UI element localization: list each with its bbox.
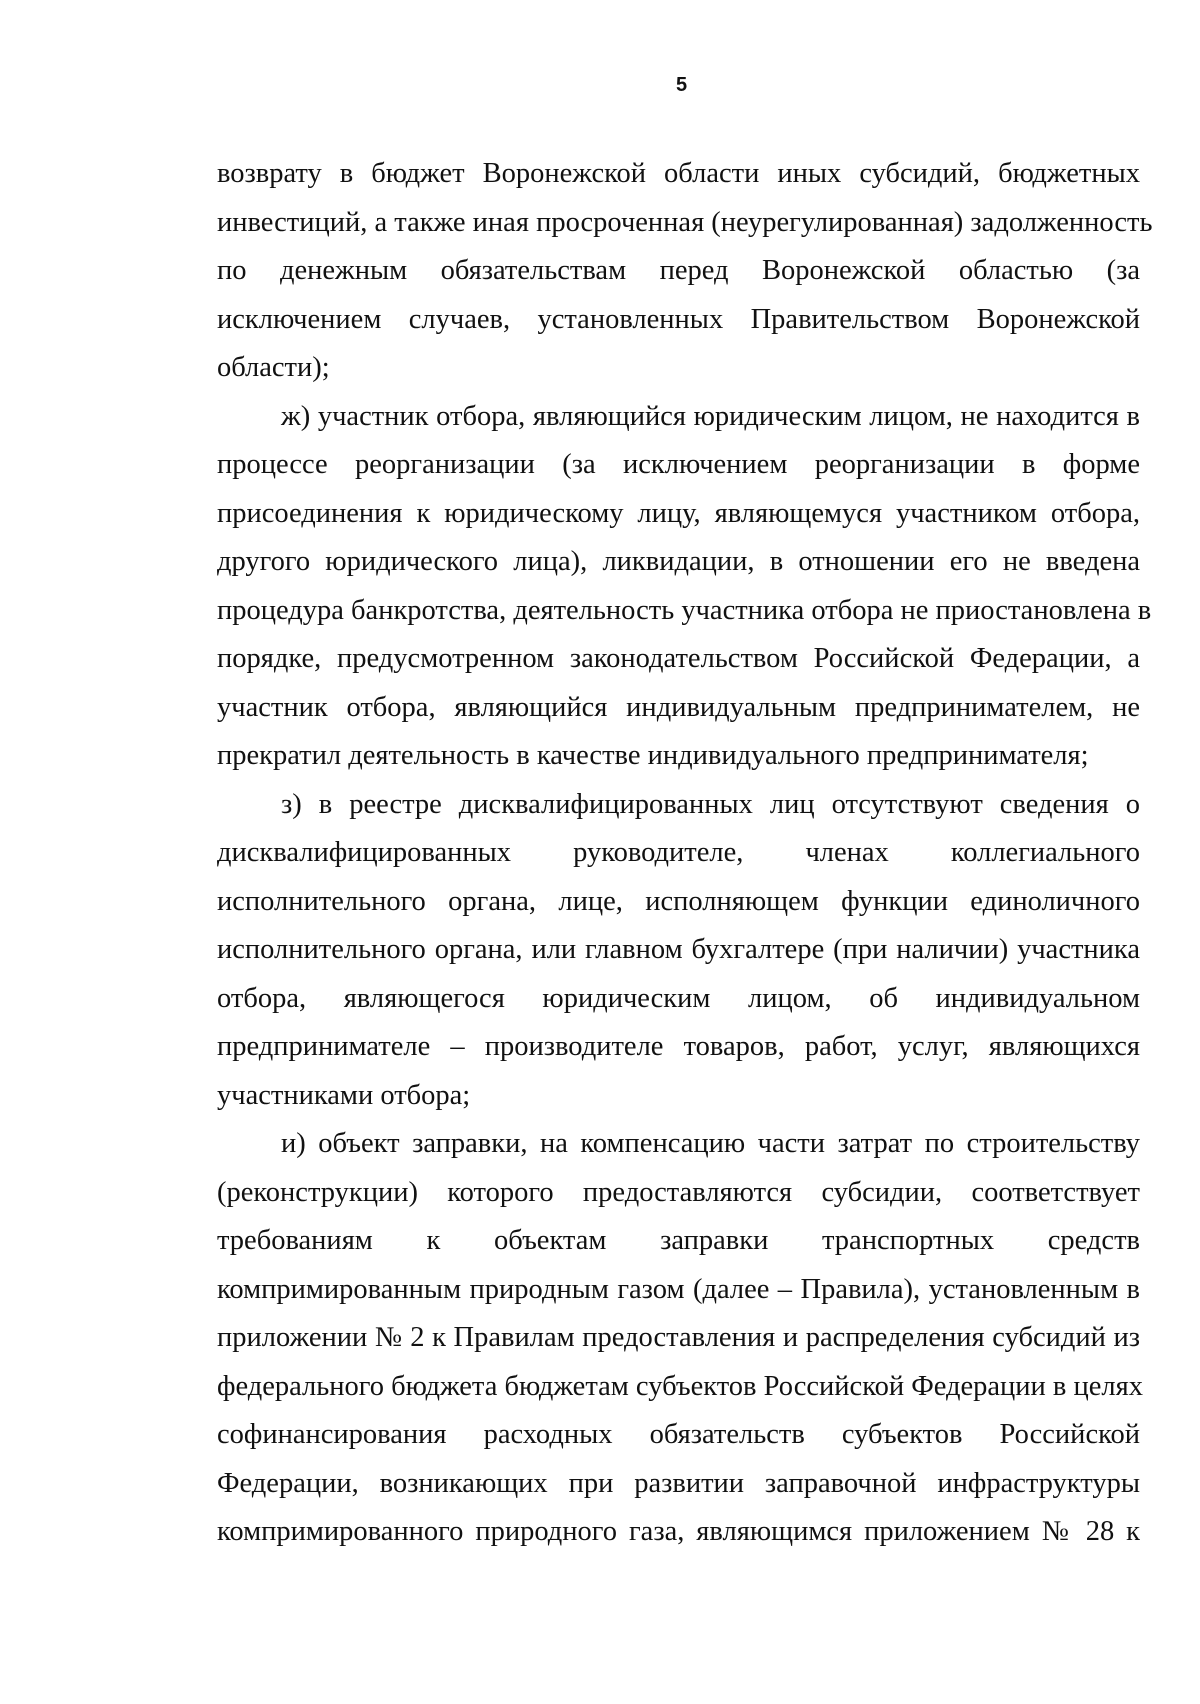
text-line: (реконструкции) которого предоставляются субсидии, соответствует [217,1176,1140,1208]
text-line: предпринимателе – производителе товаров, работ, услуг, являющихся [217,1031,1140,1062]
text-line: присоединения к юридическому лицу, являющемуся участником отбора, [217,497,1140,529]
text-line: инвестиций, а также иная просроченная (неурегулированная) задолженность [217,206,1153,238]
text-line: отбора, являющегося юридическим лицом, об индивидуальном [217,982,1140,1014]
document-body [217,150,1153,1557]
text-line: ж) участник отбора, являющийся юридическим лицом, не находится в [281,400,1140,432]
text-line: софинансирования расходных обязательств субъектов Российской [217,1419,1140,1450]
text-line: федерального бюджета бюджетам субъектов Российской Федерации в целях [217,1370,1143,1402]
paragraph-p2 [217,393,1152,781]
text-line: компримированным природным газом (далее – Правила), установленным в [217,1273,1140,1305]
page-number-text: 5 [676,74,688,96]
paragraph-p1 [217,150,1153,393]
text-line: процессе реорганизации (за исключением реорганизации в форме [217,449,1140,480]
paragraph-p3 [217,781,1140,1121]
text-line: по денежным обязательствам перед Воронежской областью (за [217,255,1140,286]
text-line: участник отбора, являющийся индивидуальным предпринимателем, не [217,691,1140,723]
text-line: возврату в бюджет Воронежской области иных субсидий, бюджетных [217,158,1140,189]
text-line: участниками отбора; [217,1079,471,1111]
text-line: компримированного природного газа, являющимся приложением № 28 к [217,1516,1140,1547]
text-line: прекратил деятельность в качестве индивидуального предпринимателя; [217,740,1089,771]
text-line: Федерации, возникающих при развитии заправочной инфраструктуры [217,1467,1140,1499]
text-line: и) объект заправки, на компенсацию части затрат по строительству [281,1128,1140,1159]
text-line: области); [217,352,330,383]
text-line: порядке, предусмотренном законодательством Российской Федерации, а [217,643,1140,674]
text-line: другого юридического лица), ликвидации, в отношении его не введена [217,546,1140,577]
text-line: процедура банкротства, деятельность участника отбора не приостановлена в [217,594,1152,626]
text-line: исключением случаев, установленных Правительством Воронежской [217,303,1140,335]
text-line: требованиям к объектам заправки транспортных средств [217,1225,1140,1256]
text-line: з) в реестре дисквалифицированных лиц отсутствуют сведения о [281,788,1140,820]
paragraph-p4 [217,1120,1143,1557]
text-line: исполнительного органа, лице, исполняющем функции единоличного [217,885,1140,917]
text-line: исполнительного органа, или главном бухгалтере (при наличии) участника [217,934,1140,965]
text-line: дисквалифицированных руководителе, членах коллегиального [217,837,1140,868]
text-line: приложении № 2 к Правилам предоставления и распределения субсидий из [217,1322,1140,1353]
